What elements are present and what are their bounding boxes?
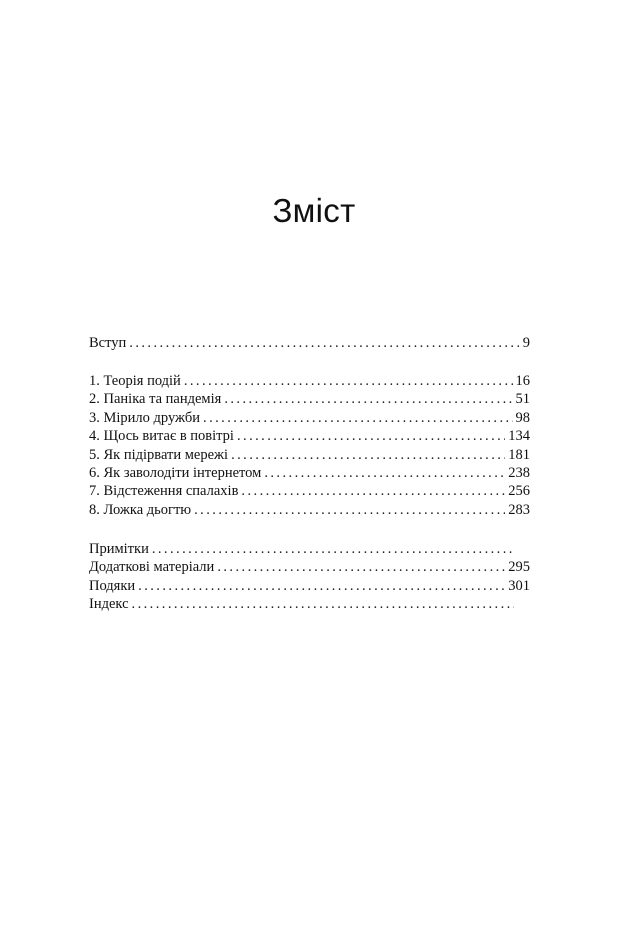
toc-chapters-section [89,372,530,519]
toc-intro-section [89,334,530,352]
toc-entry [89,558,530,576]
toc-entry [89,482,530,500]
toc-entry [89,446,530,464]
toc-entry [89,595,530,613]
toc-entry [89,409,530,427]
toc-entry-page: 295 [508,559,530,576]
toc-entry [89,427,530,445]
dot-leader [132,595,514,613]
toc-entry-label: Індекс [89,596,129,613]
toc-entry-page: 98 [515,409,530,426]
toc-entry-page: 51 [515,391,530,408]
toc-entry-label: Примітки [89,541,149,557]
toc-entry-label: 1. Теорія подій [89,373,181,389]
toc-entry [89,501,530,519]
toc-back-matter-section [89,540,530,614]
toc-entry-label: Додаткові матеріали [89,559,215,576]
toc-entry-page: 301 [508,577,530,594]
dot-leader [194,501,505,519]
toc-entry-page: 16 [515,373,530,389]
toc-entry-label: 8. Ложка дьогтю [89,501,192,518]
toc-entry [89,577,530,595]
toc-entry-label: 7. Відстеження спалахів [89,483,239,500]
dot-leader [237,427,505,445]
toc-entry [89,372,530,390]
toc-entry-label: 2. Паніка та пандемія [89,391,222,408]
toc-entry-label: Подяки [89,577,136,594]
toc-entry-label: 4. Щось витає в повітрі [89,428,234,445]
page-title: Зміст [272,192,356,230]
toc-entry-page: 238 [508,464,530,481]
toc-entry-label: 3. Мірило дружби [89,409,201,426]
toc-entry-page: 283 [508,501,530,518]
toc-entry-page: 9 [522,335,530,351]
toc-entry-page: 181 [508,446,530,463]
dot-leader [138,577,505,595]
dot-leader [184,372,513,390]
toc-entry [89,464,530,482]
dot-leader [152,540,514,558]
toc-entry-page: 256 [508,483,530,500]
toc-entry-label: Вступ [89,335,127,351]
dot-leader [224,390,512,408]
toc-entry [89,390,530,408]
toc-entry-label: 6. Як заволодіти інтернетом [89,464,262,481]
dot-leader [231,446,505,464]
dot-leader [217,558,505,576]
dot-leader [203,409,512,427]
dot-leader [264,464,505,482]
dot-leader [241,482,505,500]
toc-entry [89,334,530,352]
toc-entry-page: 134 [508,428,530,445]
toc-entry [89,540,530,558]
toc-entry-label: 5. Як підірвати мережі [89,446,229,463]
dot-leader [129,334,519,352]
